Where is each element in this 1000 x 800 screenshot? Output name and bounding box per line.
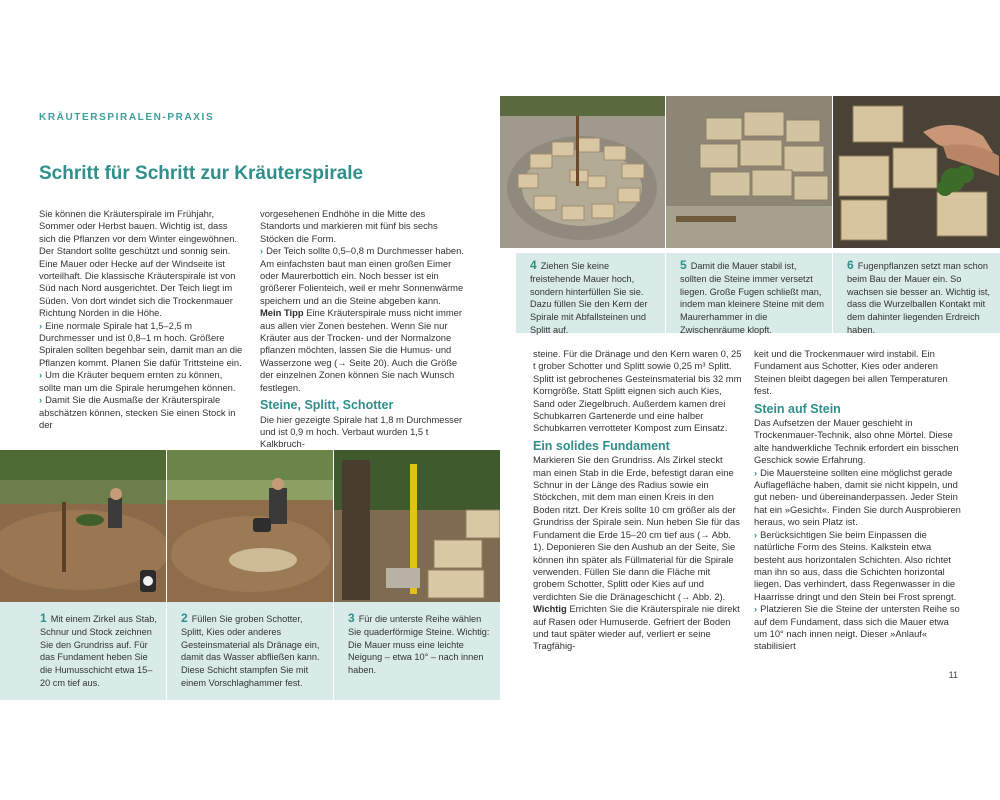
bullet-arrow-icon: ›	[754, 528, 758, 540]
bullet-arrow-icon: ›	[260, 245, 264, 257]
important-paragraph: Wichtig Errichten Sie die Kräuterspirale nie direkt auf Rasen oder Humuserde. Gefriert der Boden und taut später wieder auf, verliert er seine Tragfähig-	[533, 603, 740, 652]
paragraph: Das Aufsetzen der Mauer geschieht in Trockenmauer-Technik, also ohne Mörtel. Diese alte handwerkliche Technik erfordert ein bisschen Geschick sowie Erfahrung.	[754, 417, 959, 466]
text-column-2	[260, 208, 467, 451]
photo-step-5	[666, 96, 832, 248]
paragraph: steine. Für die Dränage und den Kern waren 0, 25 t grober Schotter und Splitt sowie 0,25 m³ Splitt. Splitt ist gebrochenes Gesteinsmaterial bis 32 mm Korngröße. Statt Splitt eignen sich auch Kies, Sand oder Ziegelbruch. Außerdem kamen drei Schubkarren Gartenerde und eine halber Schubkarren verrotteter Kompost zum Einsatz.	[533, 348, 742, 434]
tip-label: Mein Tipp	[260, 307, 304, 319]
important-label: Wichtig	[533, 603, 567, 615]
photo-step-6	[833, 96, 1000, 248]
bullet-item: › Berücksichtigen Sie beim Einpassen die natürliche Form des Steins. Kalkstein etwa besteht aus horizontalen Schichten. Also richtet man ihn so aus, dass die Schichten horizontal liegen. Das verhindert, dass Regenwasser in die Haarrisse dringt und den Stein bei Frost sprengt.	[754, 528, 957, 602]
caption-box-2: 2 Füllen Sie groben Schotter, Splitt, Kies oder anderes Gesteinsmaterial als Dränage ein, damit das Wasser abfließen kann. Diese Schicht stampfen Sie mit einem Vorschlaghammer fest.	[167, 602, 333, 700]
caption-box-5: 5 Damit die Mauer stabil ist, sollten die Steine immer versetzt liegen. Große Fugen schließt man, indem man kleinere Steine mit dem Maurerhammer in die Zwischenräume klopft.	[666, 253, 832, 333]
text-column-4	[754, 348, 964, 653]
bullet-item: › Eine normale Spirale hat 1,5–2,5 m Durchmesser und ist 0,8–1 m hoch. Größere Spiralen sollten begehbar sein, damit man an die Pflanzen kommt. Planen Sie dafür Trittsteine ein.	[39, 319, 243, 368]
photo-step-4	[500, 96, 665, 248]
bullet-item: › Um die Kräuter bequem ernten zu können, sollte man um die Spirale herumgehen können.	[39, 369, 236, 393]
bullet-arrow-icon: ›	[754, 466, 758, 478]
paragraph: Markieren Sie den Grundriss. Als Zirkel steckt man einen Stab in die Erde, befestigt daran eine Schnur in der Länge des Radius sowie ein Stöckchen, mit dem man einen Kreis in den Boden ritzt. Der Kreis sollte 10 cm größer als der Grundriss der Spirale sein. Nun heben Sie für das Fundament die Erde 15–20 cm tief aus (→ Abb. 1). Deponieren Sie den Aushub an der Seite, Sie können ihn später als Füllmaterial für die Spirale verwenden. Füllen Sie dann die Fläche mit grobem Schotter, Splitt oder Kies auf und verdichten Sie die Dränageschicht (→ Abb. 2).	[533, 454, 740, 602]
photo-step-1	[0, 450, 166, 602]
bullet-item: › Der Teich sollte 0,5–0,8 m Durchmesser haben. Am einfachsten baut man einen großen Eimer oder Maurerbottich ein. Noch besser ist ein größerer Folienteich, weil er mehr Sonnenwärme speichern und an die Steine abgeben kann.	[260, 245, 464, 306]
paragraph: Die hier gezeigte Spirale hat 1,8 m Durchmesser und ist 0,9 m hoch. Verbaut wurden 1,5 t Kalkbruch-	[260, 413, 463, 450]
bullet-item: › Die Mauersteine sollten eine möglichst gerade Auflagefläche haben, damit sie nicht kippeln, und gut neben- und übereinanderpassen. Jeder Stein hat ein »Gesicht«. Finden Sie durch Ausprobieren heraus, wo sein Platz ist.	[754, 466, 961, 528]
paragraph: Sie können die Kräuterspirale im Frühjahr, Sommer oder Herbst bauen. Wichtig ist, dass sich die Pflanzen vor dem Winter eingewöhnen. Der Standort sollte geschützt und sonnig sein. Eine Mauer oder Hecke auf der Windseite ist vorteilhaft. Die klassische Kräuterspirale ist von Süd nach Nord ausgerichtet. Der Teich liegt im Süden. Von dort windet sich die Trockenmauer Richtung Norden in die Höhe.	[39, 208, 238, 319]
section-heading: Stein auf Stein	[754, 401, 841, 416]
caption-box-1: 1 Mit einem Zirkel aus Stab, Schnur und Stock zeichnen Sie den Grundriss auf. Für das Fundament heben Sie die Humusschicht etwa 15–20 cm tief aus.	[0, 602, 166, 700]
bullet-arrow-icon: ›	[39, 319, 43, 331]
photo-step-2	[167, 450, 333, 602]
caption-box-3: 3 Für die unterste Reihe wählen Sie quaderförmige Steine. Wichtig: Die Mauer muss eine leichte Neigung – etwa 10° – nach innen haben.	[334, 602, 500, 700]
text-column-1	[39, 208, 244, 431]
bullet-arrow-icon: ›	[39, 369, 43, 381]
photo-step-3	[334, 450, 500, 602]
bullet-item: › Platzieren Sie die Steine der untersten Reihe so auf dem Fundament, dass sich die Mauer etwa um 10° nach innen neigt. Dieser »Anlauf« stabilisiert	[754, 603, 960, 652]
page-title: Schritt für Schritt zur Kräuterspirale	[39, 163, 364, 184]
section-heading: Steine, Splitt, Schotter	[260, 398, 394, 413]
page-number: 11	[948, 670, 958, 680]
paragraph: keit und die Trockenmauer wird instabil. Ein Fundament aus Schotter, Kies oder anderen Steinen bleibt dagegen bei allen Temperaturen fest.	[754, 348, 948, 397]
tip-paragraph: Mein Tipp Eine Kräuterspirale muss nicht immer aus allen vier Zonen bestehen. Wenn Sie nur Kräuter aus der Trocken- und der Normalzone pflanzen möchten, lassen Sie die Humus- und Wasserzone weg (→ Seite 20). Auch die Größe der einzelnen Zonen können Sie nach Wunsch festlegen.	[260, 307, 462, 393]
paragraph: vorgesehenen Endhöhe in die Mitte des Standorts und markieren mit fünf bis sechs Stöcken die Form.	[260, 208, 438, 244]
caption-box-4: 4 Ziehen Sie keine freistehende Mauer hoch, sondern hinterfüllen Sie sie. Dazu füllen Sie den Kern der Spirale mit Abfallsteinen und Splitt auf.	[516, 253, 665, 333]
section-kicker: KRÄUTERSPIRALEN-PRAXIS	[39, 112, 215, 123]
section-heading: Ein solides Fundament	[533, 438, 670, 453]
bullet-arrow-icon: ›	[39, 394, 43, 406]
caption-box-6: 6 Fugenpflanzen setzt man schon beim Bau der Mauer ein. So wachsen sie besser an. Wichtig ist, dass die Wurzelballen Kontakt mit dem dahinter liegenden Erdreich haben.	[833, 253, 1000, 333]
text-column-3	[533, 348, 743, 653]
bullet-arrow-icon: ›	[754, 603, 758, 615]
bullet-item: › Damit Sie die Ausmaße der Kräuterspirale abschätzen können, stecken Sie einen Stock in der	[39, 394, 236, 430]
